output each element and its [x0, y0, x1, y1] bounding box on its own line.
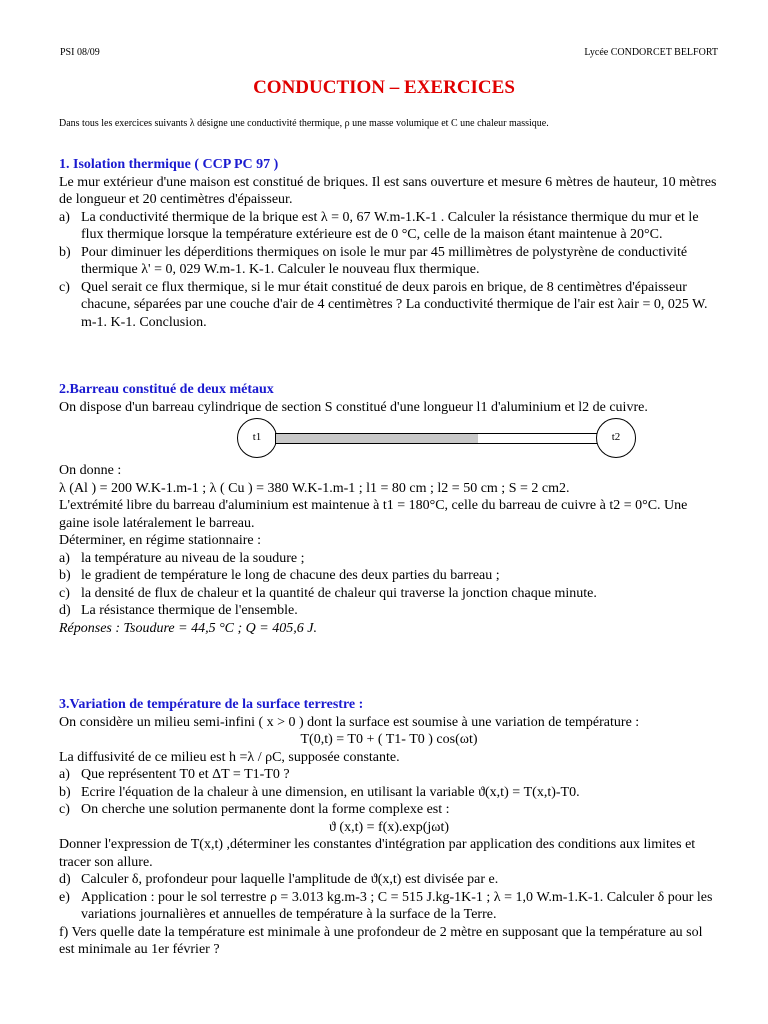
exercise-1: [59, 156, 719, 331]
list-item: [59, 567, 719, 585]
item-text: Ecrire l'équation de la chaleur à une dimension, en utilisant la variable ϑ(x,t) = T(x,t)-T0.: [81, 784, 580, 800]
intro-text: Dans tous les exercices suivants λ désigne une conductivité thermique, ρ une masse volumique et C une chaleur massique.: [59, 118, 549, 129]
ask-text: Déterminer, en régime stationnaire :: [59, 533, 261, 548]
answers-text: Réponses : Tsoudure = 44,5 °C ; Q = 405,6 J.: [59, 620, 317, 636]
list-item: [59, 244, 719, 279]
given-values: λ (Al ) = 200 W.K-1.m-1 ; λ ( Cu ) = 380 W.K-1.m-1 ; l1 = 80 cm ; l2 = 50 cm ; S = 2 cm2.: [59, 480, 570, 496]
conditions-text: L'extrémité libre du barreau d'aluminium est maintenue à t1 = 180°C, celle du barreau de cuivre à t2 = 0°C. Une gaine isole latéralement le barreau.: [59, 498, 688, 531]
diffusivity-text: La diffusivité de ce milieu est h =λ / ρC, supposée constante.: [59, 749, 400, 765]
header-left: PSI 08/09: [60, 47, 100, 58]
expression-text: Donner l'expression de T(x,t) ,déterminer les constantes d'intégration par application des conditions aux limites et tracer son allure.: [59, 837, 696, 870]
item-label: b): [59, 784, 71, 800]
question-f-text: f) Vers quelle date la température est minimale à une profondeur de 2 mètre en supposant que la température au sol est minimale au 1er février ?: [59, 924, 703, 957]
given-label: On donne :: [59, 463, 122, 478]
item-text: La conductivité thermique de la brique est λ = 0, 67 W.m-1.K-1 . Calculer la résistance thermique du mur et le flux thermique lorsque la température extérieure est de 0 °C, celle de la maison étant maintenue à 20°C.: [81, 209, 699, 242]
item-label: c): [59, 802, 70, 817]
list-item: [59, 585, 719, 603]
exercise-3-heading: 3.Variation de température de la surface terrestre :: [59, 697, 364, 712]
list-item: [59, 602, 719, 620]
item-text: la température au niveau de la soudure ;: [81, 550, 305, 566]
item-label: d): [59, 872, 71, 887]
item-text: On cherche une solution permanente dont la forme complexe est :: [81, 802, 450, 817]
list-item: [59, 209, 719, 244]
item-text: Calculer δ, profondeur pour laquelle l'amplitude de ϑ(x,t) est divisée par e.: [81, 872, 499, 887]
exercise-1-para: Le mur extérieur d'une maison est constitué de briques. Il est sans ouverture et mesure 6 mètres de hauteur, 10 mètres de longueur et 20 centimètres d'épaisseur.: [59, 174, 717, 207]
list-item: [59, 784, 719, 802]
item-label: e): [59, 889, 70, 905]
item-text: Quel serait ce flux thermique, si le mur était constitué de deux parois en brique, de 8 centimètres d'épaisseur chacune, séparées par une couche d'air de 4 centimètres ? La conductivité thermique de l'air est λair = 0, 025 W. m-1. K-1. Conclusion.: [81, 279, 708, 330]
item-text: La résistance thermique de l'ensemble.: [81, 603, 298, 618]
item-label: a): [59, 209, 70, 225]
list-item: [59, 801, 719, 819]
item-text: Que représentent T0 et ΔT = T1-T0 ?: [81, 767, 290, 782]
item-label: c): [59, 585, 70, 601]
exercise-2-heading: 2.Barreau constitué de deux métaux: [59, 382, 274, 397]
list-item: [59, 279, 719, 332]
exercise-2: [59, 381, 719, 637]
item-text: le gradient de température le long de chacune des deux parties du barreau ;: [81, 568, 500, 583]
item-label: c): [59, 279, 70, 295]
equation-complex: ϑ (x,t) = f(x).exp(jωt): [328, 819, 450, 835]
item-label: d): [59, 603, 71, 618]
item-label: a): [59, 550, 70, 566]
item-label: b): [59, 244, 71, 260]
header-right: Lycée CONDORCET BELFORT: [584, 47, 718, 58]
item-label: b): [59, 568, 71, 583]
item-text: Application : pour le sol terrestre ρ = 3.013 kg.m-3 ; C = 515 J.kg-1K-1 ; λ = 1,0 W.m-1.K-1. Calculer δ pour les variations journalières et annuelles de température à la surface de la Terre.: [81, 889, 713, 922]
list-item: [59, 550, 719, 568]
exercise-3-para: On considère un milieu semi-infini ( x > 0 ) dont la surface est soumise à une variation de température :: [59, 714, 640, 730]
equation-boundary: T(0,t) = T0 + ( T1- T0 ) cos(ωt): [300, 732, 478, 747]
list-item: [59, 766, 719, 784]
exercise-2-para: On dispose d'un barreau cylindrique de section S constitué d'une longueur l1 d'aluminium et l2 de cuivre.: [59, 399, 648, 415]
rod-copper: [478, 433, 599, 444]
page-title: CONDUCTION – EXERCICES: [253, 77, 515, 98]
item-label: a): [59, 767, 70, 782]
exercise-3: [59, 696, 719, 959]
rod-aluminium: [275, 433, 480, 444]
list-item: [59, 889, 719, 924]
rod-end-t1: t1: [237, 418, 277, 458]
list-item: [59, 871, 719, 889]
item-text: Pour diminuer les déperditions thermiques on isole le mur par 45 millimètres de polystyrène de conductivité thermique λ' = 0, 029 W.m-1. K-1. Calculer le nouveau flux thermique.: [81, 244, 688, 277]
rod-end-t2: t2: [596, 418, 636, 458]
item-text: la densité de flux de chaleur et la quantité de chaleur qui traverse la jonction chaque minute.: [81, 585, 597, 601]
rod-diagram: [59, 418, 719, 458]
exercise-1-heading: 1. Isolation thermique ( CCP PC 97 ): [59, 157, 279, 172]
